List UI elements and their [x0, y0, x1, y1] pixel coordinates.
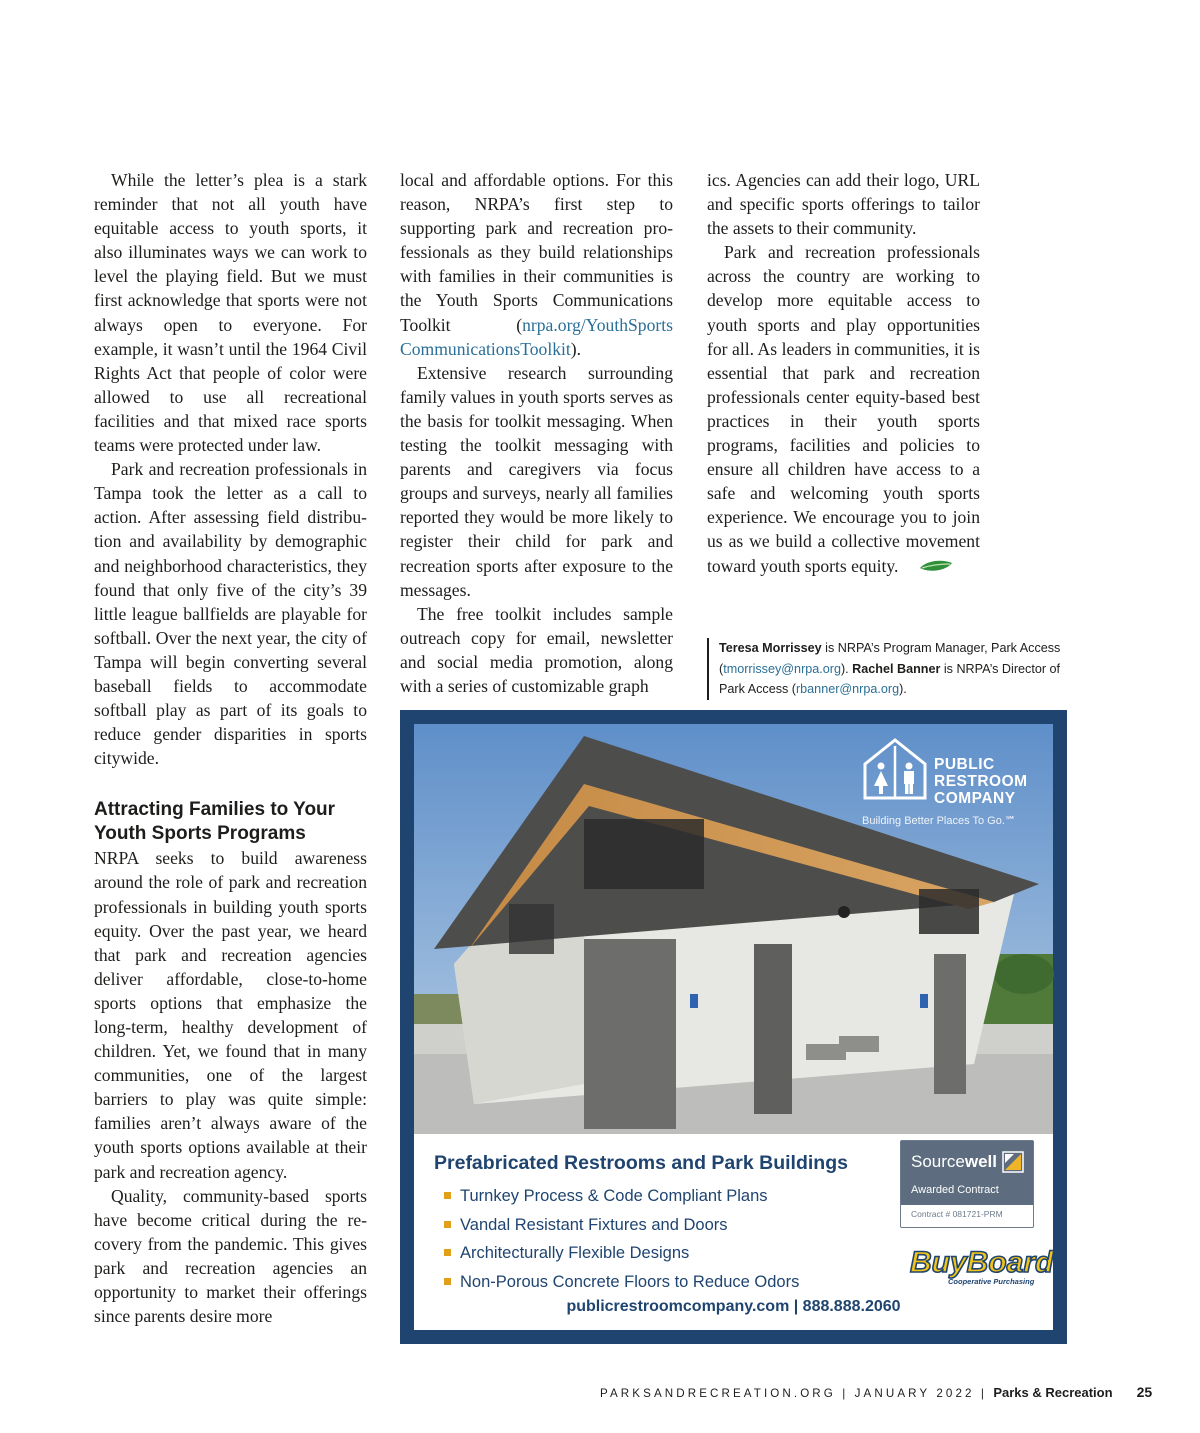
article-column-3	[707, 168, 980, 580]
article-column-2	[400, 168, 673, 698]
author-role: is NRPA’s Program Manager, Park Access (	[719, 641, 1061, 676]
section-heading: Attracting Families to Your Youth Sports Programs	[94, 799, 336, 845]
logo-text: PUBLIC	[934, 756, 995, 773]
author-name: Teresa Morrissey	[719, 641, 822, 655]
sourcewell-name: Sourcewell	[911, 1152, 997, 1171]
sourcewell-award: Awarded Contract	[911, 1184, 999, 1196]
author-role: is NRPA’s Director of Park Access (	[719, 661, 1061, 696]
paragraph	[400, 168, 673, 361]
logo-text: RESTROOM	[934, 773, 1028, 790]
ad-contact-line[interactable]: publicrestroomcompany.com | 888.888.2060	[566, 1298, 901, 1315]
svg-text:Cooperative Purchasing: Cooperative Purchasing	[948, 1277, 1035, 1286]
author-bio	[707, 638, 1079, 700]
separator: ).	[840, 661, 853, 676]
page-number: 25	[1136, 1384, 1153, 1400]
paragraph: The free toolkit includes sample outreach copy for email, newsletter and social media promotion, along with a series of customizable graph	[400, 603, 673, 696]
ad-headline: Prefabricated Restrooms and Park Buildings	[434, 1152, 848, 1174]
ad-feature-list	[444, 1186, 799, 1300]
separator: ).	[899, 682, 907, 696]
footer-magazine: Parks & Recreation	[993, 1385, 1113, 1400]
paragraph-text: Park and recreation professionals across the country are working to develop more equitable access to youth sports and play opportunities for all. As leaders in communities, it is essential that park and recreation professionals center equity-based best practices in their youth sports programs, facilities and policies to ensure all children have access to a safe and welcoming youth sports experience. We encourage you to join us as we build a collective movement toward youth sports equity.	[707, 242, 980, 576]
paragraph: NRPA seeks to build awareness around the role of park and recreation professionals in building youth sports equity. Over the past year, we heard that park and recreation agencies deliver affordable, close-to-home sports options that emphasize the long-term, healthy development of children. Yet, we found that in many communities, one of the largest barriers to play was quite simple: families aren’t always aware of the youth sports options available at their park and recreation agency.	[94, 848, 367, 1182]
sourcewell-mark-icon	[1002, 1151, 1024, 1173]
sourcewell-badge	[900, 1140, 1034, 1228]
ad-feature-item: Turnkey Process & Code Compliant Plans	[444, 1186, 799, 1215]
author-name: Rachel Banner	[852, 661, 941, 676]
footer-site: PARKSANDRECREATION.ORG | JANUARY 2022 |	[600, 1387, 994, 1400]
ad-feature-item: Non-Porous Concrete Floors to Reduce Odors	[444, 1272, 799, 1301]
paragraph	[707, 240, 980, 579]
logo-tagline: Building Better Places To Go.℠	[862, 815, 1017, 827]
page-footer	[600, 1384, 1152, 1400]
paragraph: ics. Agencies can add their logo, URL and specific sports offerings to tailor the assets to their community.	[707, 170, 980, 239]
public-restroom-company-logo	[862, 732, 1047, 832]
author-email-link[interactable]: rbanner@nrpa.org	[795, 682, 900, 696]
restroom-house-icon	[862, 736, 928, 802]
paragraph-text: ).	[570, 338, 582, 359]
buyboard-logo	[906, 1238, 1054, 1290]
leaf-end-mark-icon	[902, 555, 953, 579]
article-column-1	[94, 168, 367, 1328]
author-email-link[interactable]: tmorrissey@nrpa.org	[723, 661, 841, 676]
advertisement[interactable]	[400, 710, 1067, 1344]
paragraph: Extensive research surrounding family values in youth sports serves as the basis for toolkit messaging. When testing the toolkit messaging with parents and caregivers via focus groups and surveys, nearly all families reported they would be more likely to register their child for park and recreation sports after exposure to the messages.	[400, 362, 673, 600]
paragraph-text: local and affordable options. For this reason, NRPA’s first step to supporting park and recreation professionals as they build relationships with families in their communities is the Youth Sports Communications Toolkit (	[400, 170, 673, 335]
ad-feature-item: Architecturally Flexible Designs	[444, 1243, 799, 1272]
paragraph: Park and recreation professionals in Tampa took the letter as a call to action. After assessing field distribution and availability by demographic and neighborhood characteristics, they found that only five of the city’s 39 little league ballfields are playable for softball. Over the next year, the city of Tampa will begin converting several baseball fields to accommodate softball play as part of its goals to reduce gender disparities in sports citywide.	[94, 459, 367, 769]
ad-feature-item: Vandal Resistant Fixtures and Doors	[444, 1215, 799, 1244]
sourcewell-contract: Contract # 081721-PRM	[911, 1209, 1003, 1219]
toolkit-link[interactable]: nrpa.org/YouthSports CommunicationsToolkit	[400, 314, 673, 359]
advertisement-panel	[414, 724, 1053, 1330]
svg-text:BuyBoard: BuyBoard	[910, 1246, 1054, 1279]
paragraph: Quality, community-based sports have become critical during the recovery from the pandemic. This gives park and recreation agencies an opportunity to market their offerings since parents desire more	[94, 1185, 367, 1327]
paragraph: While the letter’s plea is a stark reminder that not all youth have equitable access to youth sports, it also illuminates ways we can work to level the playing field. But we must first acknowledge that sports were not always open to everyone. For example, it wasn’t until the 1964 Civil Rights Act that people of color were allowed to use all recreational facilities and that mixed race sports teams were protected under law.	[94, 170, 367, 456]
logo-text: COMPANY	[934, 790, 1016, 807]
